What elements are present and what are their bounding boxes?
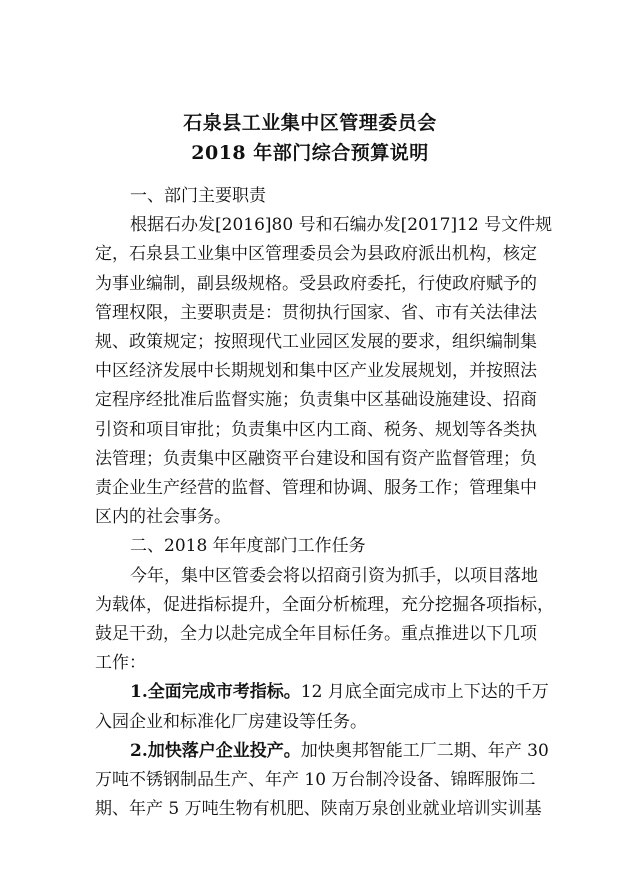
paragraph-line: 根据石办发[2016]80 号和石编办发[2017]12 号文件规: [130, 215, 553, 236]
document-subtitle: 2018 年部门综合预算说明: [191, 142, 429, 164]
paragraph-line: 期、年产 5 万吨生物有机肥、陕南万泉创业就业培训实训基: [95, 799, 542, 820]
paragraph-line: 引资和项目审批；负责集中区内工商、税务、规划等各类执: [95, 419, 537, 440]
item1-text: 12 月底全面完成市上下达的千万: [300, 682, 549, 703]
paragraph-line: 为事业编制，副县级规格。受县政府委托，行使政府赋予的: [95, 273, 537, 294]
section1-heading: 一、部门主要职责: [130, 186, 266, 206]
paragraph-line: 区内的社会事务。: [95, 507, 231, 528]
item1-line: [130, 680, 549, 704]
item2-bold-heading: 2.加快落户企业投产。: [130, 740, 301, 761]
item2-text: 加快奥邦智能工厂二期、年产 30: [300, 740, 549, 761]
item1-bold-heading: 1.全面完成市考指标。: [130, 682, 301, 703]
paragraph-line: 今年，集中区管委会将以招商引资为抓手，以项目落地: [130, 565, 538, 586]
document-title: 石泉县工业集中区管理委员会: [183, 112, 437, 134]
paragraph-line: 入园企业和标准化厂房建设等任务。: [95, 711, 367, 732]
paragraph-line: 规、政策规定；按照现代工业园区发展的要求，组织编制集: [95, 332, 537, 352]
paragraph-line: 工作：: [95, 653, 146, 674]
paragraph-line: 中区经济发展中长期规划和集中区产业发展规划，并按照法: [95, 361, 537, 382]
paragraph-line: 责企业生产经营的监督、管理和协调、服务工作；管理集中: [95, 478, 537, 498]
paragraph-line: 定，石泉县工业集中区管理委员会为县政府派出机构，核定: [95, 244, 537, 265]
paragraph-line: 管理权限，主要职责是：贯彻执行国家、省、市有关法律法: [95, 302, 537, 323]
paragraph-line: 定程序经批准后监督实施；负责集中区基础设施建设、招商: [95, 390, 537, 411]
paragraph-line: 万吨不锈钢制品生产、年产 10 万台制冷设备、锦晖服饰二: [95, 770, 536, 790]
paragraph-line: 鼓足干劲，全力以赴完成全年目标任务。重点推进以下几项: [95, 624, 537, 644]
item2-line: [130, 739, 549, 763]
paragraph-line: 为载体，促进指标提升，全面分析梳理，充分挖掘各项指标，: [95, 594, 554, 615]
paragraph-line: 法管理；负责集中区融资平台建设和国有资产监督管理；负: [95, 448, 537, 469]
section2-heading: 二、2018 年年度部门工作任务: [130, 536, 366, 557]
